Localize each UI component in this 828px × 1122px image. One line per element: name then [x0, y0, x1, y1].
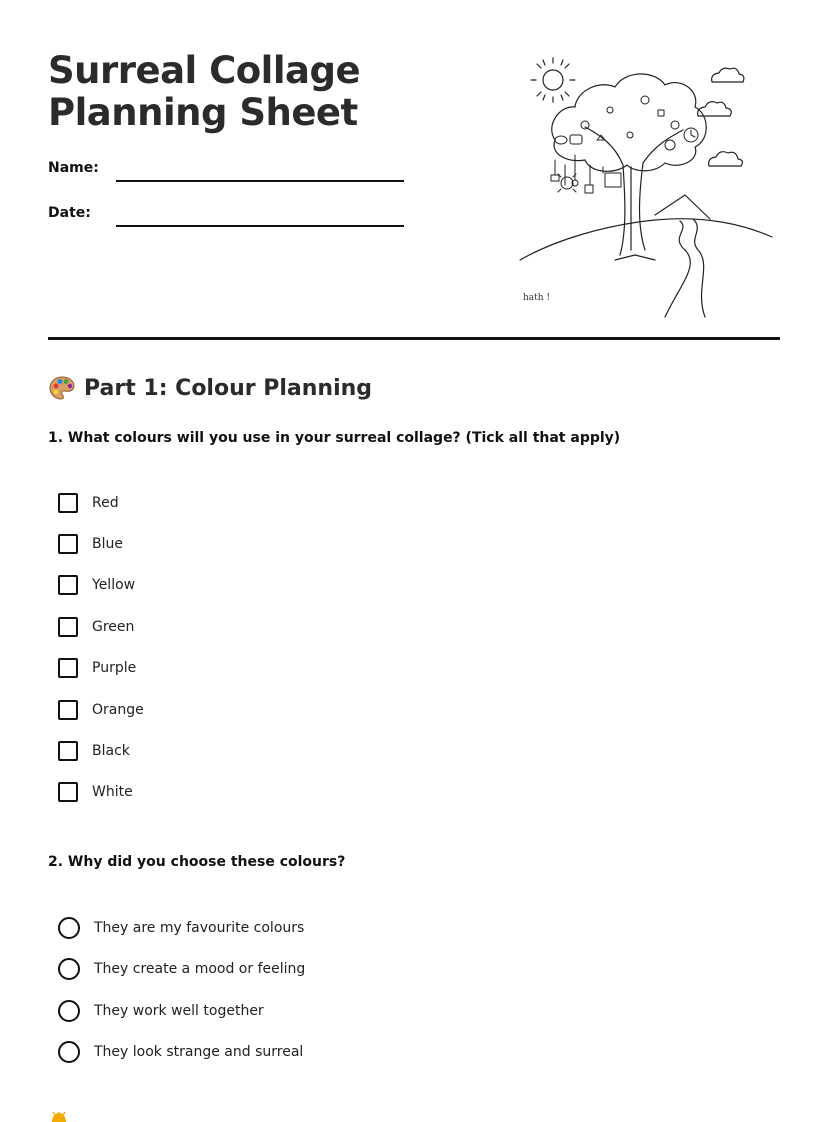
option-label: Orange: [92, 702, 144, 718]
checkbox-option-yellow[interactable]: [58, 572, 135, 598]
option-label: Black: [92, 743, 130, 759]
hanging-objects: [551, 155, 621, 193]
option-label: White: [92, 784, 133, 800]
date-input[interactable]: [116, 225, 404, 227]
winding-path: [665, 219, 705, 317]
name-input[interactable]: [116, 180, 404, 182]
title-line-1: Surreal Collage: [48, 49, 361, 92]
option-label: Green: [92, 619, 135, 635]
sun-icon: [531, 58, 575, 102]
option-label: Yellow: [92, 577, 136, 593]
checkbox[interactable]: [58, 493, 78, 513]
section-title-text: Part 1: Colour Planning: [84, 375, 373, 401]
canopy-doodles: [555, 96, 698, 150]
option-label: Blue: [92, 536, 123, 552]
radio-button[interactable]: [58, 1000, 80, 1022]
name-field: [48, 160, 408, 190]
checkbox[interactable]: [58, 741, 78, 761]
radio-option-mood[interactable]: [58, 956, 305, 982]
section-title-part-1: [48, 374, 372, 402]
palette-icon: [48, 374, 76, 402]
checkbox-option-black[interactable]: [58, 738, 130, 764]
radio-option-surreal[interactable]: [58, 1039, 303, 1065]
checkbox[interactable]: [58, 617, 78, 637]
mountain-shape: [655, 195, 710, 219]
radio-option-together[interactable]: [58, 998, 264, 1024]
checkbox[interactable]: [58, 575, 78, 595]
option-label: They work well together: [94, 1003, 264, 1019]
radio-button[interactable]: [58, 917, 80, 939]
date-field: [48, 205, 408, 235]
surreal-tree-illustration: [515, 55, 780, 320]
option-label: They look strange and surreal: [94, 1044, 304, 1060]
checkbox-option-red[interactable]: [58, 490, 119, 516]
option-label: They are my favourite colours: [94, 920, 305, 936]
radio-button[interactable]: [58, 1041, 80, 1063]
hill-shape: [520, 219, 772, 260]
section-divider: [48, 337, 780, 340]
checkbox-option-blue[interactable]: [58, 531, 123, 557]
option-label: Purple: [92, 660, 137, 676]
checkbox[interactable]: [58, 700, 78, 720]
illustration-signature: hath !: [523, 293, 551, 303]
question-2: 2. Why did you choose these colours?: [48, 854, 346, 870]
option-label: Red: [92, 495, 119, 511]
radio-button[interactable]: [58, 958, 80, 980]
name-label: Name:: [48, 160, 99, 176]
checkbox-option-orange[interactable]: [58, 697, 144, 723]
checkbox[interactable]: [58, 782, 78, 802]
title-line-2: Planning Sheet: [48, 91, 358, 134]
checkbox-option-purple[interactable]: [58, 655, 136, 681]
tree-trunk: [585, 127, 683, 260]
checkbox[interactable]: [58, 534, 78, 554]
next-section-icon: [48, 1112, 70, 1122]
checkbox[interactable]: [58, 658, 78, 678]
page-title: [48, 50, 360, 134]
checkbox-option-white[interactable]: [58, 779, 133, 805]
option-label: They create a mood or feeling: [94, 961, 306, 977]
question-1: 1. What colours will you use in your surreal collage? (Tick all that apply): [48, 430, 621, 446]
checkbox-option-green[interactable]: [58, 614, 134, 640]
date-label: Date:: [48, 205, 91, 221]
radio-option-favourite[interactable]: [58, 915, 304, 941]
